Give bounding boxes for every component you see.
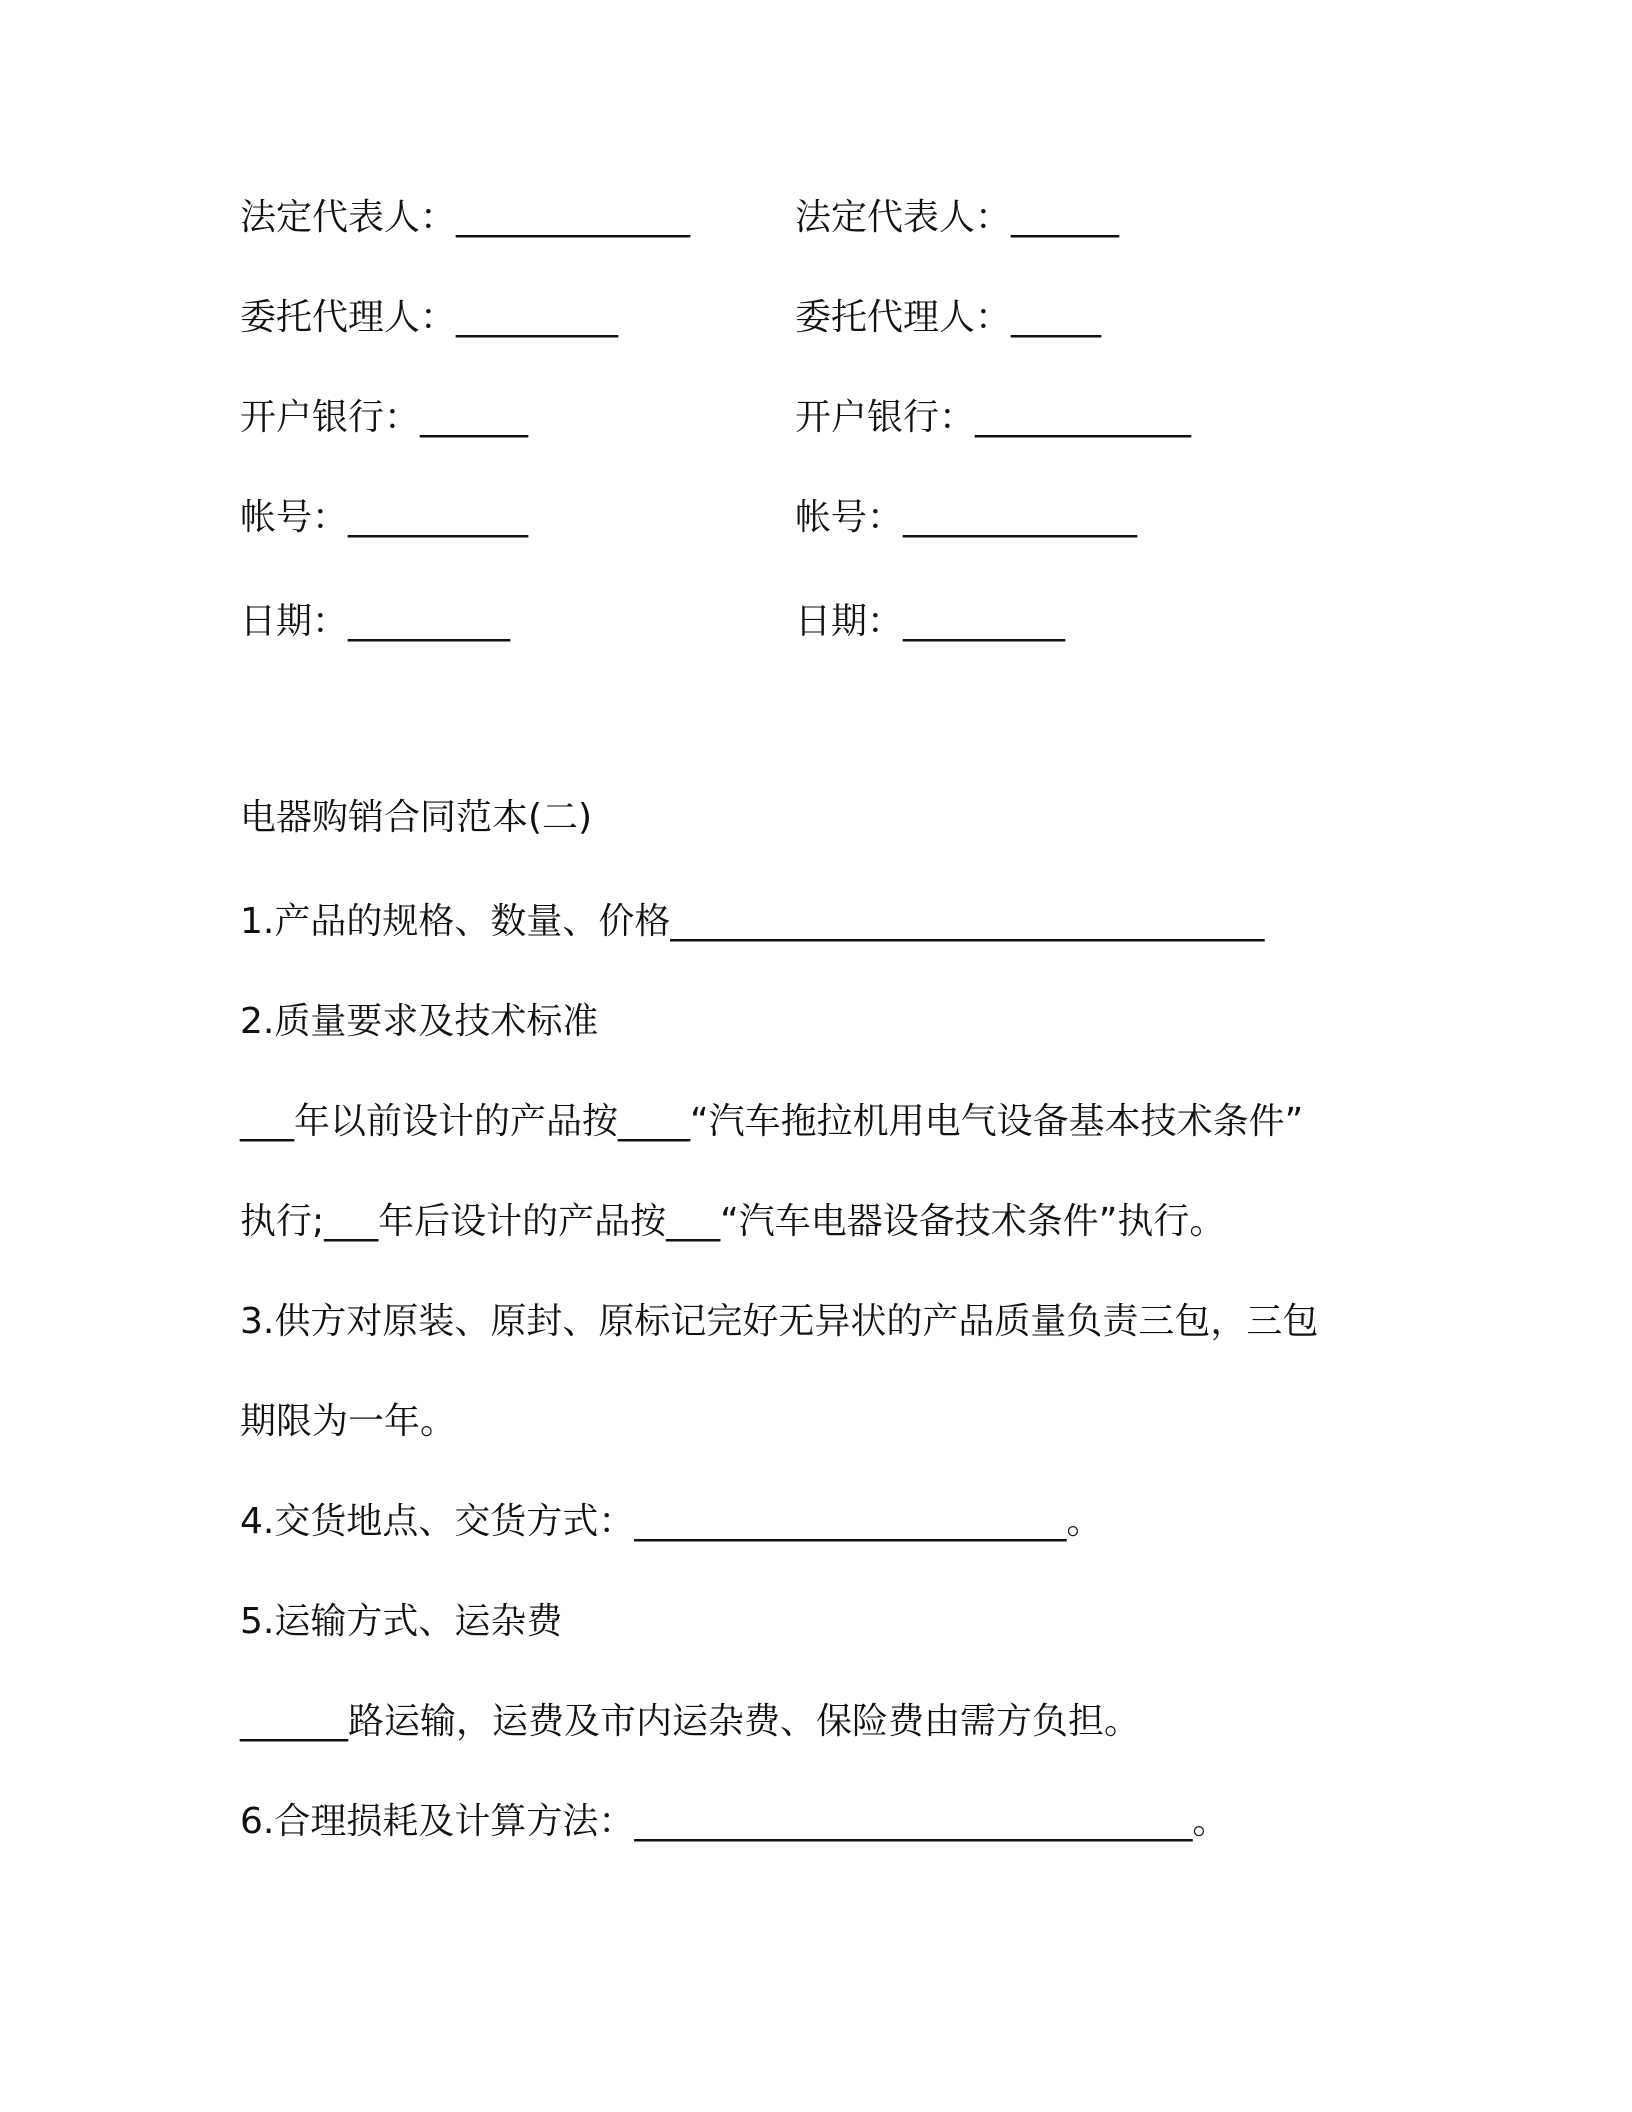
contract-line-4: 执行;___年后设计的产品按___“汽车电器设备技术条件”执行。 (240, 1201, 1226, 1242)
contract-line-7: 4.交货地点、交货方式：________________________。 (240, 1501, 1103, 1542)
contract-line-5: 3.供方对原装、原封、原标记完好无异状的产品质量负责三包，三包 (240, 1301, 1319, 1342)
contract-line-1: 1.产品的规格、数量、价格_________________________________ (240, 901, 1265, 942)
contract-line-2: 2.质量要求及技术标准 (240, 1001, 599, 1042)
signature-right-bank: 开户银行：____________ (795, 397, 1192, 438)
contract-title: 电器购销合同范本(二) (240, 797, 593, 838)
contract-line-10: 6.合理损耗及计算方法：_______________________________。 (240, 1801, 1229, 1842)
signature-right-legal-rep: 法定代表人：______ (795, 197, 1120, 238)
signature-right-account: 帐号：_____________ (795, 497, 1138, 538)
signature-right-date: 日期：_________ (795, 601, 1066, 642)
signature-left-legal-rep: 法定代表人：_____________ (240, 197, 691, 238)
signature-left-bank: 开户银行：______ (240, 397, 529, 438)
contract-line-9: ______路运输，运费及市内运杂费、保险费由需方负担。 (240, 1701, 1141, 1742)
signature-left-account: 帐号：__________ (240, 497, 529, 538)
signature-left-date: 日期：_________ (240, 601, 511, 642)
signature-left-agent: 委托代理人：_________ (240, 297, 619, 338)
contract-line-6: 期限为一年。 (240, 1401, 457, 1442)
contract-line-3: ___年以前设计的产品按____“汽车拖拉机用电气设备基本技术条件” (240, 1101, 1304, 1142)
contract-line-8: 5.运输方式、运杂费 (240, 1601, 563, 1642)
signature-right-agent: 委托代理人：_____ (795, 297, 1102, 338)
